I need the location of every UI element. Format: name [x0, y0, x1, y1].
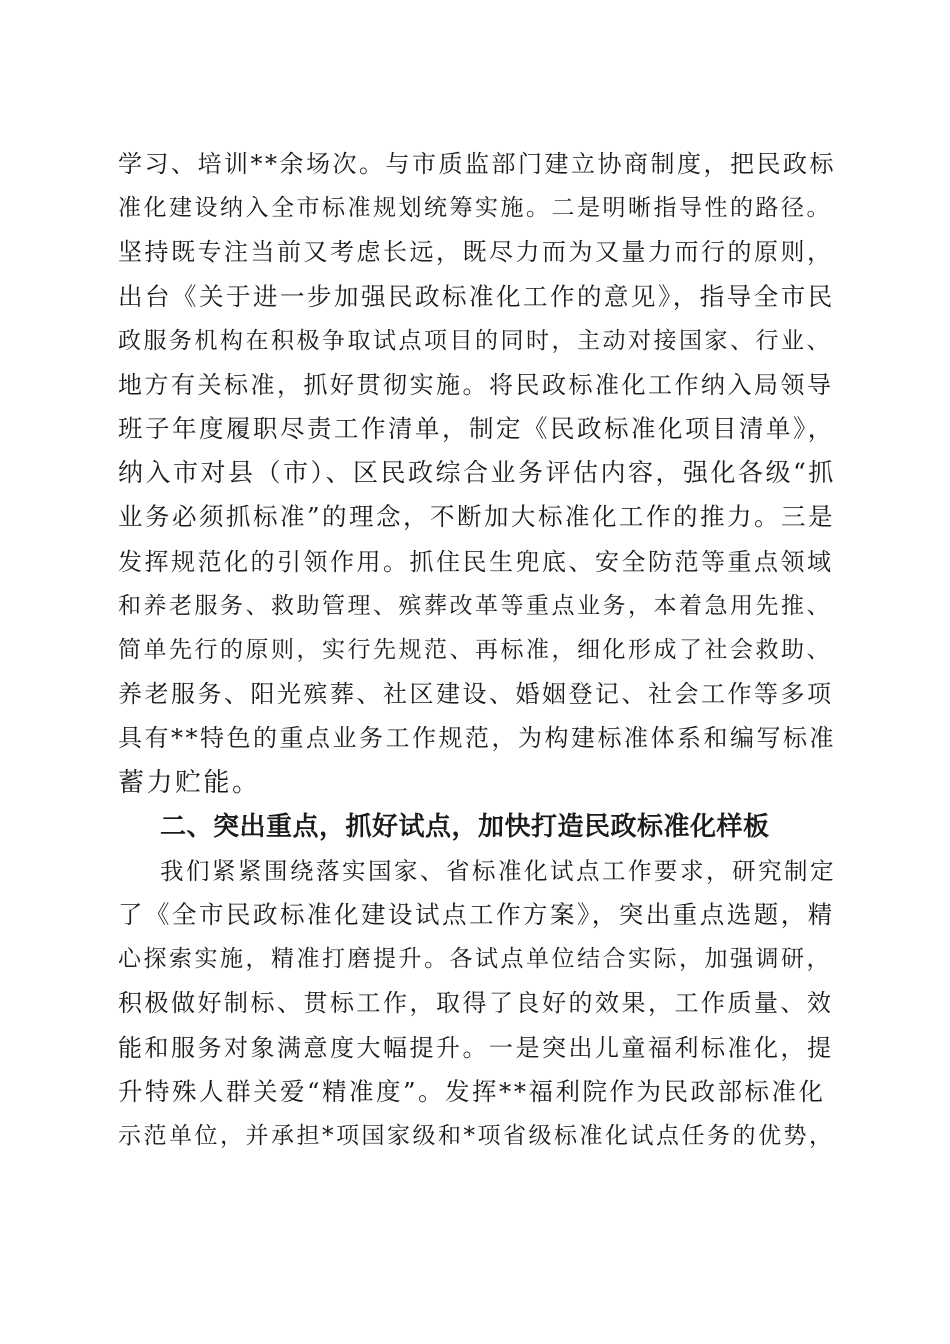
paragraph-1-line-8: 纳入市对县（市）、区民政综合业务评估内容，强化各级“抓 [118, 458, 836, 487]
paragraph-1-line-2: 准化建设纳入全市标准规划统筹实施。二是明晰指导性的路径。 [118, 195, 832, 221]
paragraph-1-line-5: 政服务机构在积极争取试点项目的同时，主动对接国家、行业、 [118, 328, 832, 354]
paragraph-1-line-6: 地方有关标准，抓好贯彻实施。将民政标准化工作纳入局领导 [118, 371, 834, 399]
paragraph-1-line-3: 坚持既专注当前又考虑长远，既尽力而为又量力而行的原则， [118, 238, 834, 266]
paragraph-1-line-13: 养老服务、阳光殡葬、社区建设、婚姻登记、社会工作等多项 [118, 680, 834, 708]
paragraph-1-line-7: 班子年度履职尽责工作清单，制定《民政标准化项目清单》， [118, 414, 835, 443]
paragraph-1-line-12: 简单先行的原则，实行先规范、再标准，细化形成了社会救助、 [118, 637, 832, 663]
paragraph-1-line-9: 业务必须抓标准”的理念，不断加大标准化工作的推力。三是 [118, 502, 836, 531]
paragraph-2-line-4: 积极做好制标、贯标工作，取得了良好的效果，工作质量、效 [118, 989, 834, 1017]
paragraph-2-line-5: 能和服务对象满意度大幅提升。一是突出儿童福利标准化，提 [118, 1034, 834, 1062]
paragraph-1-line-10: 发挥规范化的引领作用。抓住民生兜底、安全防范等重点领域 [118, 548, 834, 576]
paragraph-2-line-7: 示范单位，并承担*项国家级和*项省级标准化试点任务的优势， [118, 1123, 835, 1149]
paragraph-2-line-1: 我们紧紧围绕落实国家、省标准化试点工作要求，研究制定 [160, 857, 836, 885]
paragraph-2-line-6: 升特殊人群关爱“精准度”。发挥**福利院作为民政部标准化 [118, 1077, 826, 1106]
section-heading: 二、突出重点，抓好试点，加快打造民政标准化样板 [160, 812, 770, 842]
paragraph-2-line-2: 了《全市民政标准化建设试点工作方案》，突出重点选题，精 [118, 900, 835, 929]
paragraph-1-line-15: 蓄力贮能。 [118, 768, 261, 798]
paragraph-1-line-4: 出台《关于进一步加强民政标准化工作的意见》，指导全市民 [118, 282, 835, 311]
paragraph-1-line-14: 具有**特色的重点业务工作规范，为构建标准体系和编写标准 [118, 724, 836, 752]
paragraph-1-line-11: 和养老服务、救助管理、殡葬改革等重点业务，本着急用先推、 [118, 593, 832, 619]
paragraph-2-line-3: 心探索实施，精准打磨提升。各试点单位结合实际，加强调研， [118, 946, 832, 972]
paragraph-1-line-1: 学习、培训**余场次。与市质监部门建立协商制度，把民政标 [118, 150, 836, 178]
